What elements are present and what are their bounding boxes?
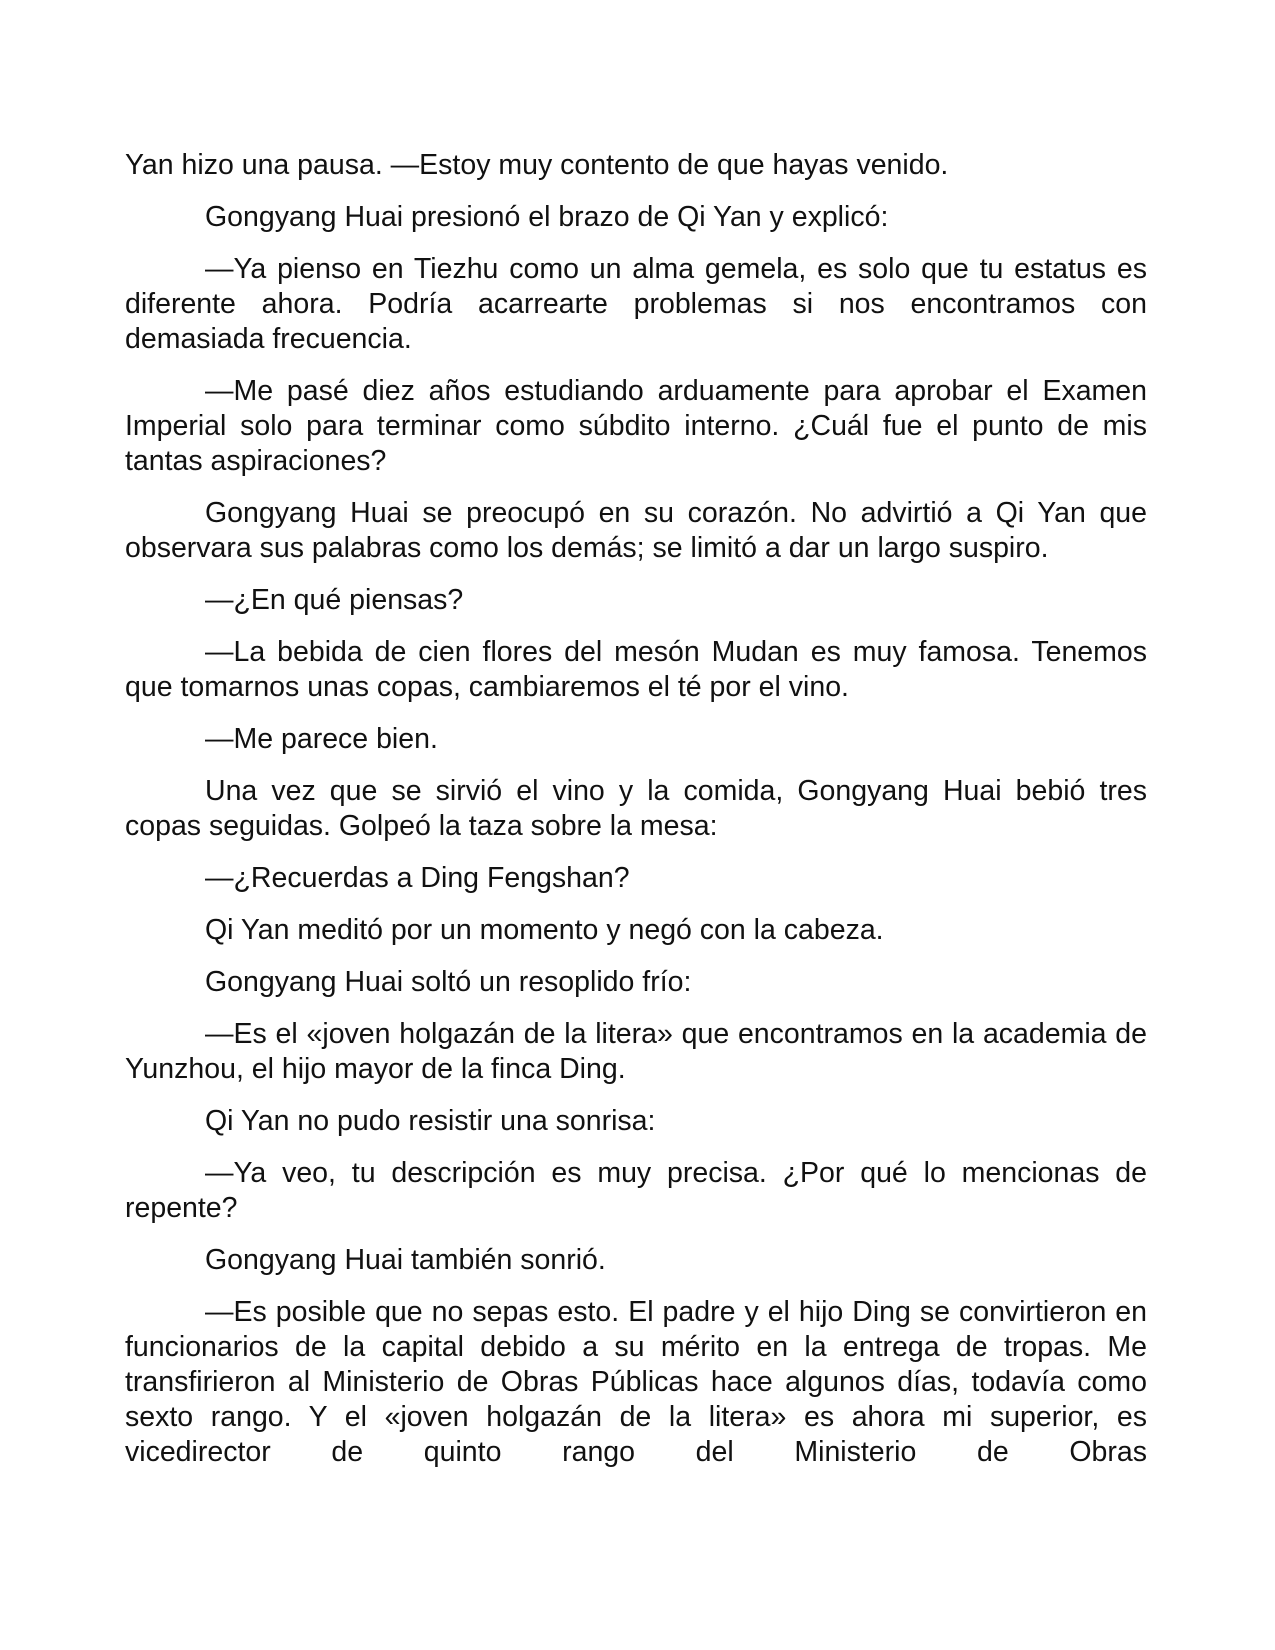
paragraph: —La bebida de cien flores del mesón Mudan es muy famosa. Tenemos que tomarnos unas copas, cambiaremos el té por el vino.: [125, 636, 1147, 703]
paragraph: —Me pasé diez años estudiando arduamente para aprobar el Examen Imperial solo para terminar como súbdito interno. ¿Cuál fue el punto de mis tantas aspiraciones?: [125, 375, 1147, 477]
paragraph: —Ya veo, tu descripción es muy precisa. ¿Por qué lo mencionas de repente?: [125, 1157, 1147, 1224]
paragraph: Qi Yan no pudo resistir una sonrisa:: [205, 1105, 656, 1137]
paragraph: Yan hizo una pausa. —Estoy muy contento de que hayas venido.: [125, 149, 949, 181]
paragraph: Gongyang Huai presionó el brazo de Qi Yan y explicó:: [205, 201, 889, 233]
paragraph: —Es posible que no sepas esto. El padre y el hijo Ding se convirtieron en funcionarios de la capital debido a su mérito en la entrega de tropas. Me transfirieron al Ministerio de Obras Públicas hace algunos días, todavía como sexto rango. Y el «joven holgazán de la litera» es ahora mi superior, es vicedirector de quinto rango del Ministerio de Obras: [125, 1296, 1147, 1468]
paragraph: —¿Recuerdas a Ding Fengshan?: [205, 862, 630, 894]
paragraph: —¿En qué piensas?: [205, 584, 464, 616]
paragraph: Gongyang Huai soltó un resoplido frío:: [205, 966, 692, 998]
document-page: [125, 148, 1147, 1487]
paragraph: Gongyang Huai se preocupó en su corazón. No advirtió a Qi Yan que observara sus palabras como los demás; se limitó a dar un largo suspiro.: [125, 497, 1147, 564]
paragraph: Una vez que se sirvió el vino y la comida, Gongyang Huai bebió tres copas seguidas. Golpeó la taza sobre la mesa:: [125, 775, 1147, 842]
paragraph: Gongyang Huai también sonrió.: [205, 1244, 606, 1276]
paragraph: Qi Yan meditó por un momento y negó con la cabeza.: [205, 914, 884, 946]
paragraph: —Es el «joven holgazán de la litera» que encontramos en la academia de Yunzhou, el hijo mayor de la finca Ding.: [125, 1018, 1147, 1085]
paragraph: —Ya pienso en Tiezhu como un alma gemela, es solo que tu estatus es diferente ahora. Podría acarrearte problemas si nos encontramos con demasiada frecuencia.: [125, 253, 1147, 355]
paragraph: —Me parece bien.: [205, 723, 438, 755]
